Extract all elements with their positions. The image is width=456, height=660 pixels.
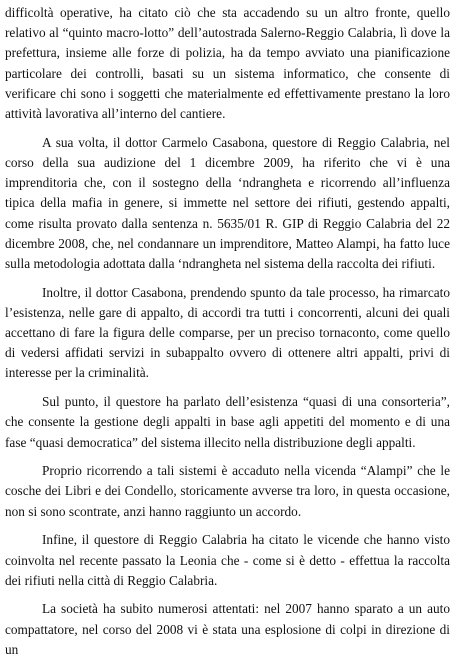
paragraph-continued: difficoltà operative, ha citato ciò che sta accadendo su un altro fronte, quello relativo al “quinto macro-lotto” dell’autostrada Salerno-Reggio Calabria, lì dove la prefettura, insieme alle forze di polizia, ha da tempo avviato una pianificazione particolare dei controlli, basati su un sistema informatico, che consente di verificare chi sono i soggetti che materialmente ed effettivamente prestano la loro attività lavorativa all’interno del cantiere. <box>5 5 450 122</box>
paragraph-consorteria: Sul punto, il questore ha parlato dell’esistenza “quasi di una consorteria”, che consente la gestione degli appalti in base agli appetiti del momento e di una fase “quasi democratica” del sistema illecito nella distribuzione degli appalti. <box>5 394 450 450</box>
paragraph-gare-appalto: Inoltre, il dottor Casabona, prendendo spunto da tale processo, ha rimarcato l’esistenza, nelle gare di appalto, di accordi tra tutti i concorrenti, alcuni dei quali accettano di fare la figura delle comparse, per un preciso tornaconto, come quello di vedersi affidati servizi in subappalto ovvero di ottenere altri appalti, privi di interesse per la criminalità. <box>5 284 450 381</box>
paragraph-leonia: Infine, il questore di Reggio Calabria ha citato le vicende che hanno visto coinvolta nel recente passato la Leonia che - come si è detto - effettua la raccolta dei rifiuti nella città di Reggio Calabria. <box>5 532 450 588</box>
paragraph-vicenda-alampi: Proprio ricorrendo a tali sistemi è accaduto nella vicenda “Alampi” che le cosche dei Libri e dei Condello, storicamente avverse tra loro, in questa occasione, non si sono scontrate, anzi hanno raggiunto un accordo. <box>5 463 450 519</box>
paragraph-attentati: La società ha subito numerosi attentati: nel 2007 hanno sparato a un auto compattatore, nel corso del 2008 vi è stata una esplosione di colpi in direzione di un <box>5 601 450 657</box>
paragraph-casabona-audizione: A sua volta, il dottor Carmelo Casabona, questore di Reggio Calabria, nel corso della sua audizione del 1 dicembre 2009, ha riferito che vi è una imprenditoria che, con il sostegno della ‘ndrangheta e ricorrendo all’influenza tipica della mafia in genere, si immette nel settore dei rifiuti, gestendo appalti, come risulta provato dalla sentenza n. 5635/01 R. GIP di Reggio Calabria del 22 dicembre 2008, che, nel condannare un imprenditore, Matteo Alampi, ha fatto luce sulla metodologia adottata dalla ‘ndrangheta nel sistema della raccolta dei rifiuti. <box>5 134 450 271</box>
